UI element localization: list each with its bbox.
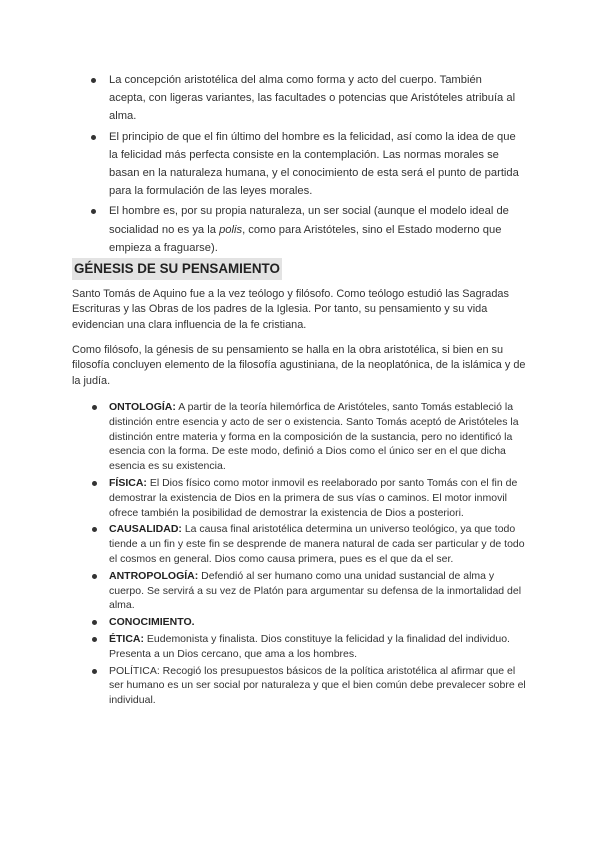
list-item-text: Defendió al ser humano como una unidad sustancial de alma y cuerpo. Se servirá a su vez de Platón para argumentar su defensa de la inmortalidad del alma. bbox=[109, 569, 522, 612]
list-item-text: A partir de la teoría hilemórfica de Aristóteles, santo Tomás estableció la distinción entre esencia y acto de ser o existencia. Santo Tomás aceptó de Aristóteles la distinción entre materia y forma en la composición de la sustancia, pero no identificó la esencia con la forma. De este modo, definió a Dios como el único ser en el que dicha esencia es su existencia. bbox=[109, 401, 519, 473]
bullet-icon bbox=[92, 620, 97, 625]
list-item bbox=[109, 202, 519, 257]
list-item bbox=[109, 128, 519, 201]
list-item-label: CONOCIMIENTO. bbox=[109, 616, 195, 629]
list-item bbox=[109, 569, 527, 613]
list-item-label: ONTOLOGÍA: bbox=[109, 401, 176, 413]
bullet-icon bbox=[92, 481, 97, 486]
list-item-text-end: , como para Aristóteles, sino el Estado moderno que empieza a fraguarse). bbox=[109, 223, 502, 254]
bullet-icon bbox=[91, 135, 96, 140]
list-item-label: CAUSALIDAD: bbox=[109, 523, 182, 536]
list-item-label: ÉTICA: bbox=[109, 632, 144, 645]
bullet-icon bbox=[92, 669, 97, 674]
list-item bbox=[109, 615, 527, 630]
bottom-bullet-list bbox=[109, 400, 527, 710]
list-item-text-italic: polis bbox=[219, 223, 243, 236]
list-item-label: ANTROPOLOGÍA: bbox=[109, 569, 199, 582]
list-item-text: POLÍTICA: Recogió los presupuestos básicos de la política aristotélica al afirmar que el ser humano es un ser social por naturaleza y que el bien común debe prevalecer sobre el individual. bbox=[109, 664, 526, 707]
paragraph: Como filósofo, la génesis de su pensamiento se halla en la obra aristotélica, si bien en su filosofía concluyen elemento de la filosofía agustiniana, de la neoplatónica, de la islámica y de la judía. bbox=[72, 344, 526, 387]
list-item-text: El principio de que el fin último del hombre es la felicidad, así como la idea de que la felicidad más perfecta consiste en la contemplación. Las normas morales se basan en la naturaleza humana, y el conocimiento de esta será el punto de partida para la formulación de las leyes morales. bbox=[109, 130, 519, 198]
section-heading: GÉNESIS DE SU PENSAMIENTO bbox=[72, 258, 282, 280]
paragraph: Santo Tomás de Aquino fue a la vez teólogo y filósofo. Como teólogo estudió las Sagradas Escrituras y las Obras de los padres de la Iglesia. Por tanto, su pensamiento y su vida evidencian una clara influencia de la fe cristiana. bbox=[72, 288, 509, 331]
bullet-icon bbox=[92, 637, 97, 642]
top-bullet-list bbox=[109, 71, 519, 259]
list-item-text: La causa final aristotélica determina un universo teológico, ya que todo tiende a un fin y este fin se desprende de manera natural de cada ser particular y de todo el cosmos en general. Dios como causa primera, pues es el que da el ser. bbox=[109, 523, 525, 565]
list-item-label: FÍSICA: bbox=[109, 476, 147, 489]
bullet-icon bbox=[92, 405, 97, 410]
list-item-text: La concepción aristotélica del alma como forma y acto del cuerpo. También acepta, con ligeras variantes, las facultades o potencias que Aristóteles atribuía al alma. bbox=[109, 74, 516, 123]
list-item-text-start: El hombre es, por su propia naturaleza, un ser social (aunque el modelo ideal de socialidad no es ya la bbox=[109, 205, 509, 236]
list-item-text: Eudemonista y finalista. Dios constituye la felicidad y la finalidad del individuo. Presenta a un Dios cercano, que ama a los hombres. bbox=[109, 632, 510, 660]
bullet-icon bbox=[91, 209, 96, 214]
bullet-icon bbox=[91, 78, 96, 83]
list-item-text: El Dios físico como motor inmovil es reelaborado por santo Tomás con el fin de demostrar la existencia de Dios en la primera de sus vías o caminos. El motor inmovil ofrece también la posibilidad de demostrar la existencia de Dios a posteriori. bbox=[109, 476, 518, 519]
bullet-icon bbox=[92, 527, 97, 532]
list-item bbox=[109, 632, 527, 662]
list-item bbox=[109, 664, 527, 708]
list-item bbox=[109, 522, 527, 566]
list-item bbox=[109, 400, 527, 474]
list-item bbox=[109, 476, 527, 520]
list-item bbox=[109, 71, 519, 126]
bullet-icon bbox=[92, 574, 97, 579]
